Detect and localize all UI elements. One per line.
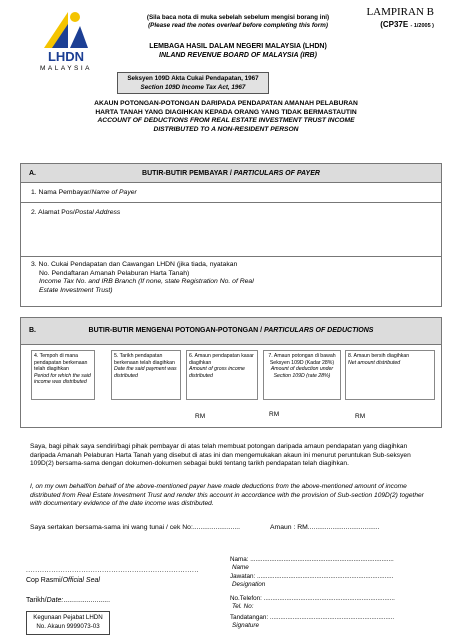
title-en-2: DISTRIBUTED TO A NON-RESIDENT PERSON: [153, 125, 299, 133]
notes-ms: (Sila baca nota di muka sebelah sebelum mengisi borang ini): [146, 14, 330, 21]
signature-field[interactable]: Tandatangan: ....................................................................... Signature: [230, 614, 395, 629]
currency-gross: RM: [195, 413, 206, 420]
appendix-label: LAMPIRAN B: [366, 6, 434, 18]
section-a-header: [20, 163, 442, 183]
title-en-1: ACCOUNT OF DEDUCTIONS FROM REAL ESTATE INVESTMENT TRUST INCOME: [97, 117, 355, 125]
postal-address-field[interactable]: [20, 203, 442, 257]
section-b-title-en: PARTICULARS OF DEDUCTIONS: [264, 327, 374, 334]
payer-name-label-ms: 1. Nama Pembayar/: [31, 189, 92, 196]
agency-en: INLAND REVENUE BOARD OF MALAYSIA (IRB): [159, 52, 317, 59]
form-version: - 1/2005 ): [410, 23, 434, 29]
title-ms-2: HARTA TANAH YANG DIAGIHKAN KEPADA ORANG YANG TIDAK BERMASTAUTIN: [95, 108, 357, 116]
currency-net: RM: [355, 413, 366, 420]
tax-label-l2: No. Pendaftaran Amanah Pelaburan Harta Tanah): [39, 269, 190, 277]
form-code-text: (CP37E: [380, 20, 409, 29]
col-distribution-date: 5. Tarikh pendapatan berkenaan telah diagihkan Date the said payment was distributed: [111, 350, 181, 400]
account-number: No. Akaun 9999073-03: [36, 623, 100, 630]
instruction-notes: [120, 14, 356, 30]
form-title: [20, 100, 432, 134]
title-ms-1: AKAUN POTONGAN-POTONGAN DARIPADA PENDAPATAN AMANAH PELABURAN: [94, 100, 358, 107]
official-seal-label: Cop Rasmi/Official Seal: [26, 577, 100, 584]
act-ms: Seksyen 109D Akta Cukai Pendapatan, 1967: [127, 75, 259, 82]
section-a-title-en: PARTICULARS OF PAYER: [233, 170, 320, 177]
currency-deduction: RM: [269, 411, 280, 418]
designation-field[interactable]: Jawatan: .............................................................................. Designation: [230, 573, 394, 588]
section-a-title-ms: BUTIR-BUTIR PEMBAYAR /: [142, 170, 232, 177]
section-b-letter: B.: [29, 327, 36, 334]
form-code: [380, 20, 434, 29]
section-b-title-ms: BUTIR-BUTIR MENGENAI POTONGAN-POTONGAN /: [88, 327, 263, 334]
agency-ms: LEMBAGA HASIL DALAM NEGERI MALAYSIA (LHDN): [149, 43, 327, 50]
name-field[interactable]: Nama: .................................................................................. Name: [230, 556, 394, 571]
date-field[interactable]: Tarikh/Date:........................: [26, 597, 111, 604]
office-use-box: [26, 611, 110, 635]
cheque-number-field[interactable]: Saya sertakan bersama-sama ini wang tunai / cek No:.........................: [30, 524, 241, 531]
notes-en: (Please read the notes overleaf before completing this form): [148, 22, 328, 29]
col-net-amount: 8. Amaun bersih diagihkan Net amount distributed: [345, 350, 435, 400]
telephone-field[interactable]: No.Telefon: ........................................................................... Tel. No:: [230, 595, 395, 610]
act-reference-box: [117, 72, 269, 94]
tax-label-l1: 3. No. Cukai Pendapatan dan Cawangan LHDN (jika tiada, nyatakan: [31, 261, 238, 268]
logo-subtext: MALAYSIA: [39, 65, 93, 72]
declaration-en: I, on my own behalf/on behalf of the above-mentioned payer have made deductions from the above-mentioned amount of income distributed from Real Estate Investment Trust and render this account in accordance with the provision of Sub-section 109D(2) together with documentary evidence of the date income was distributed.: [30, 483, 424, 508]
act-en: Section 109D Income Tax Act, 1967: [140, 84, 246, 91]
office-use-label: Kegunaan Pejabat LHDN: [33, 614, 103, 621]
declaration-ms: Saya, bagi pihak saya sendiri/bagi pihak pembayar di atas telah membuat potongan daripada amaun pendapatan yang diagihkan daripada Amanah Pelaburan Harta Tanah yang disebut di atas ini dan mengemukakan akaun ini menurut peruntukan Sub-seksyen 109D(2) bersama-sama dengan dokumen-dokumen sebagai bukti tentang tarikh pendapatan telah diagihkan.: [30, 443, 411, 468]
col-period: 4. Tempoh di mana pendapatan berkenaan telah diagihkan Period for which the said income was distributed: [31, 350, 95, 400]
col-deduction-amount: 7. Amaun potongan di bawah Seksyen 109D (Kadar 28%) Amount of deduction under Section 109D (rate 28%): [263, 350, 341, 400]
agency-name: [120, 42, 356, 60]
address-label-ms: 2. Alamat Pos/: [31, 209, 75, 216]
attachment-line: [30, 524, 430, 531]
section-b-header: [20, 317, 442, 345]
deductions-table: [20, 345, 442, 428]
payer-name-field[interactable]: [20, 183, 442, 203]
section-a-letter: A.: [29, 170, 36, 177]
payer-name-label-en: Name of Payer: [91, 189, 137, 196]
col-gross-income: 6. Amaun pendapatan kasar diagihkan Amount of gross income distributed: [186, 350, 258, 400]
seal-line: ...........................................................................: [26, 567, 199, 574]
amount-field[interactable]: Amaun : RM......................................: [270, 524, 380, 531]
tax-number-field[interactable]: [20, 257, 442, 307]
tax-label-l3: Income Tax No. and IRB Branch (If none, state Registration No. of Real: [39, 278, 254, 285]
tax-label-l4: Estate Investment Trust): [39, 286, 113, 294]
address-label-en: Postal Address: [74, 209, 121, 216]
lhdn-logo: [22, 8, 110, 72]
logo-text: LHDN: [47, 49, 85, 64]
